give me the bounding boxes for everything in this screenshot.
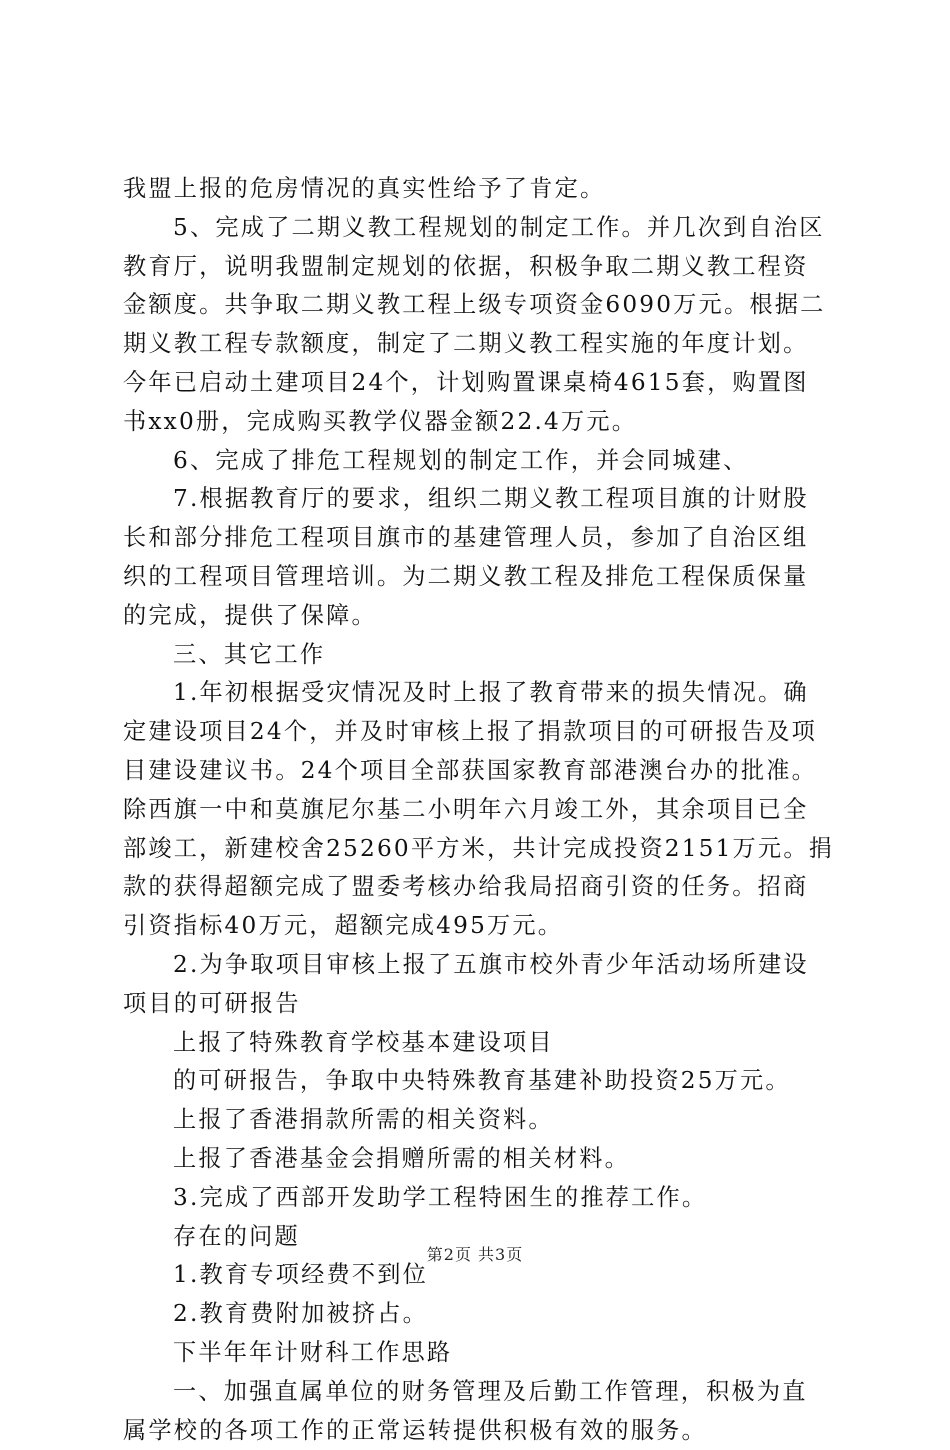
- text-line: 项目的可研报告: [123, 985, 833, 1024]
- text-line: 7.根据教育厅的要求，组织二期义教工程项目旗的计财股: [123, 480, 833, 519]
- text-line: 教育厅，说明我盟制定规划的依据，积极争取二期义教工程资: [123, 248, 833, 287]
- section-heading: 存在的问题: [123, 1218, 833, 1257]
- text-line: 期义教工程专款额度，制定了二期义教工程实施的年度计划。: [123, 325, 833, 364]
- text-line: 目建设建议书。24个项目全部获国家教育部港澳台办的批准。: [123, 752, 833, 791]
- text-line: 5、完成了二期义教工程规划的制定工作。并几次到自治区: [123, 209, 833, 248]
- text-line: 上报了香港基金会捐赠所需的相关材料。: [123, 1140, 833, 1179]
- text-line: 除西旗一中和莫旗尼尔基二小明年六月竣工外，其余项目已全: [123, 791, 833, 830]
- text-line: 的完成，提供了保障。: [123, 597, 833, 636]
- text-line: 2.教育费附加被挤占。: [123, 1295, 833, 1334]
- text-line: 书xx0册，完成购买教学仪器金额22.4万元。: [123, 403, 833, 442]
- text-line: 的可研报告，争取中央特殊教育基建补助投资25万元。: [123, 1062, 833, 1101]
- text-line: 长和部分排危工程项目旗市的基建管理人员，参加了自治区组: [123, 519, 833, 558]
- text-line: 款的获得超额完成了盟委考核办给我局招商引资的任务。招商: [123, 868, 833, 907]
- text-line: 6、完成了排危工程规划的制定工作，并会同城建、: [123, 442, 833, 481]
- text-line: 属学校的各项工作的正常运转提供积极有效的服务。: [123, 1412, 833, 1450]
- text-line: 我盟上报的危房情况的真实性给予了肯定。: [123, 170, 833, 209]
- section-heading: 三、其它工作: [123, 636, 833, 675]
- text-line: 3.完成了西部开发助学工程特困生的推荐工作。: [123, 1179, 833, 1218]
- text-line: 上报了香港捐款所需的相关资料。: [123, 1101, 833, 1140]
- text-line: 织的工程项目管理培训。为二期义教工程及排危工程保质保量: [123, 558, 833, 597]
- text-line: 今年已启动土建项目24个，计划购置课桌椅4615套，购置图: [123, 364, 833, 403]
- section-heading: 下半年年计财科工作思路: [123, 1334, 833, 1373]
- text-line: 2.为争取项目审核上报了五旗市校外青少年活动场所建设: [123, 946, 833, 985]
- text-line: 1.教育专项经费不到位: [123, 1256, 833, 1295]
- text-line: 上报了特殊教育学校基本建设项目: [123, 1024, 833, 1063]
- text-line: 1.年初根据受灾情况及时上报了教育带来的损失情况。确: [123, 674, 833, 713]
- text-line: 定建设项目24个，并及时审核上报了捐款项目的可研报告及项: [123, 713, 833, 752]
- text-line: 引资指标40万元，超额完成495万元。: [123, 907, 833, 946]
- page-number-footer: 第2页 共3页: [0, 1242, 950, 1265]
- text-line: 部竣工，新建校舍25260平方米，共计完成投资2151万元。捐: [123, 830, 833, 869]
- text-line: 金额度。共争取二期义教工程上级专项资金6090万元。根据二: [123, 286, 833, 325]
- text-line: 一、加强直属单位的财务管理及后勤工作管理，积极为直: [123, 1373, 833, 1412]
